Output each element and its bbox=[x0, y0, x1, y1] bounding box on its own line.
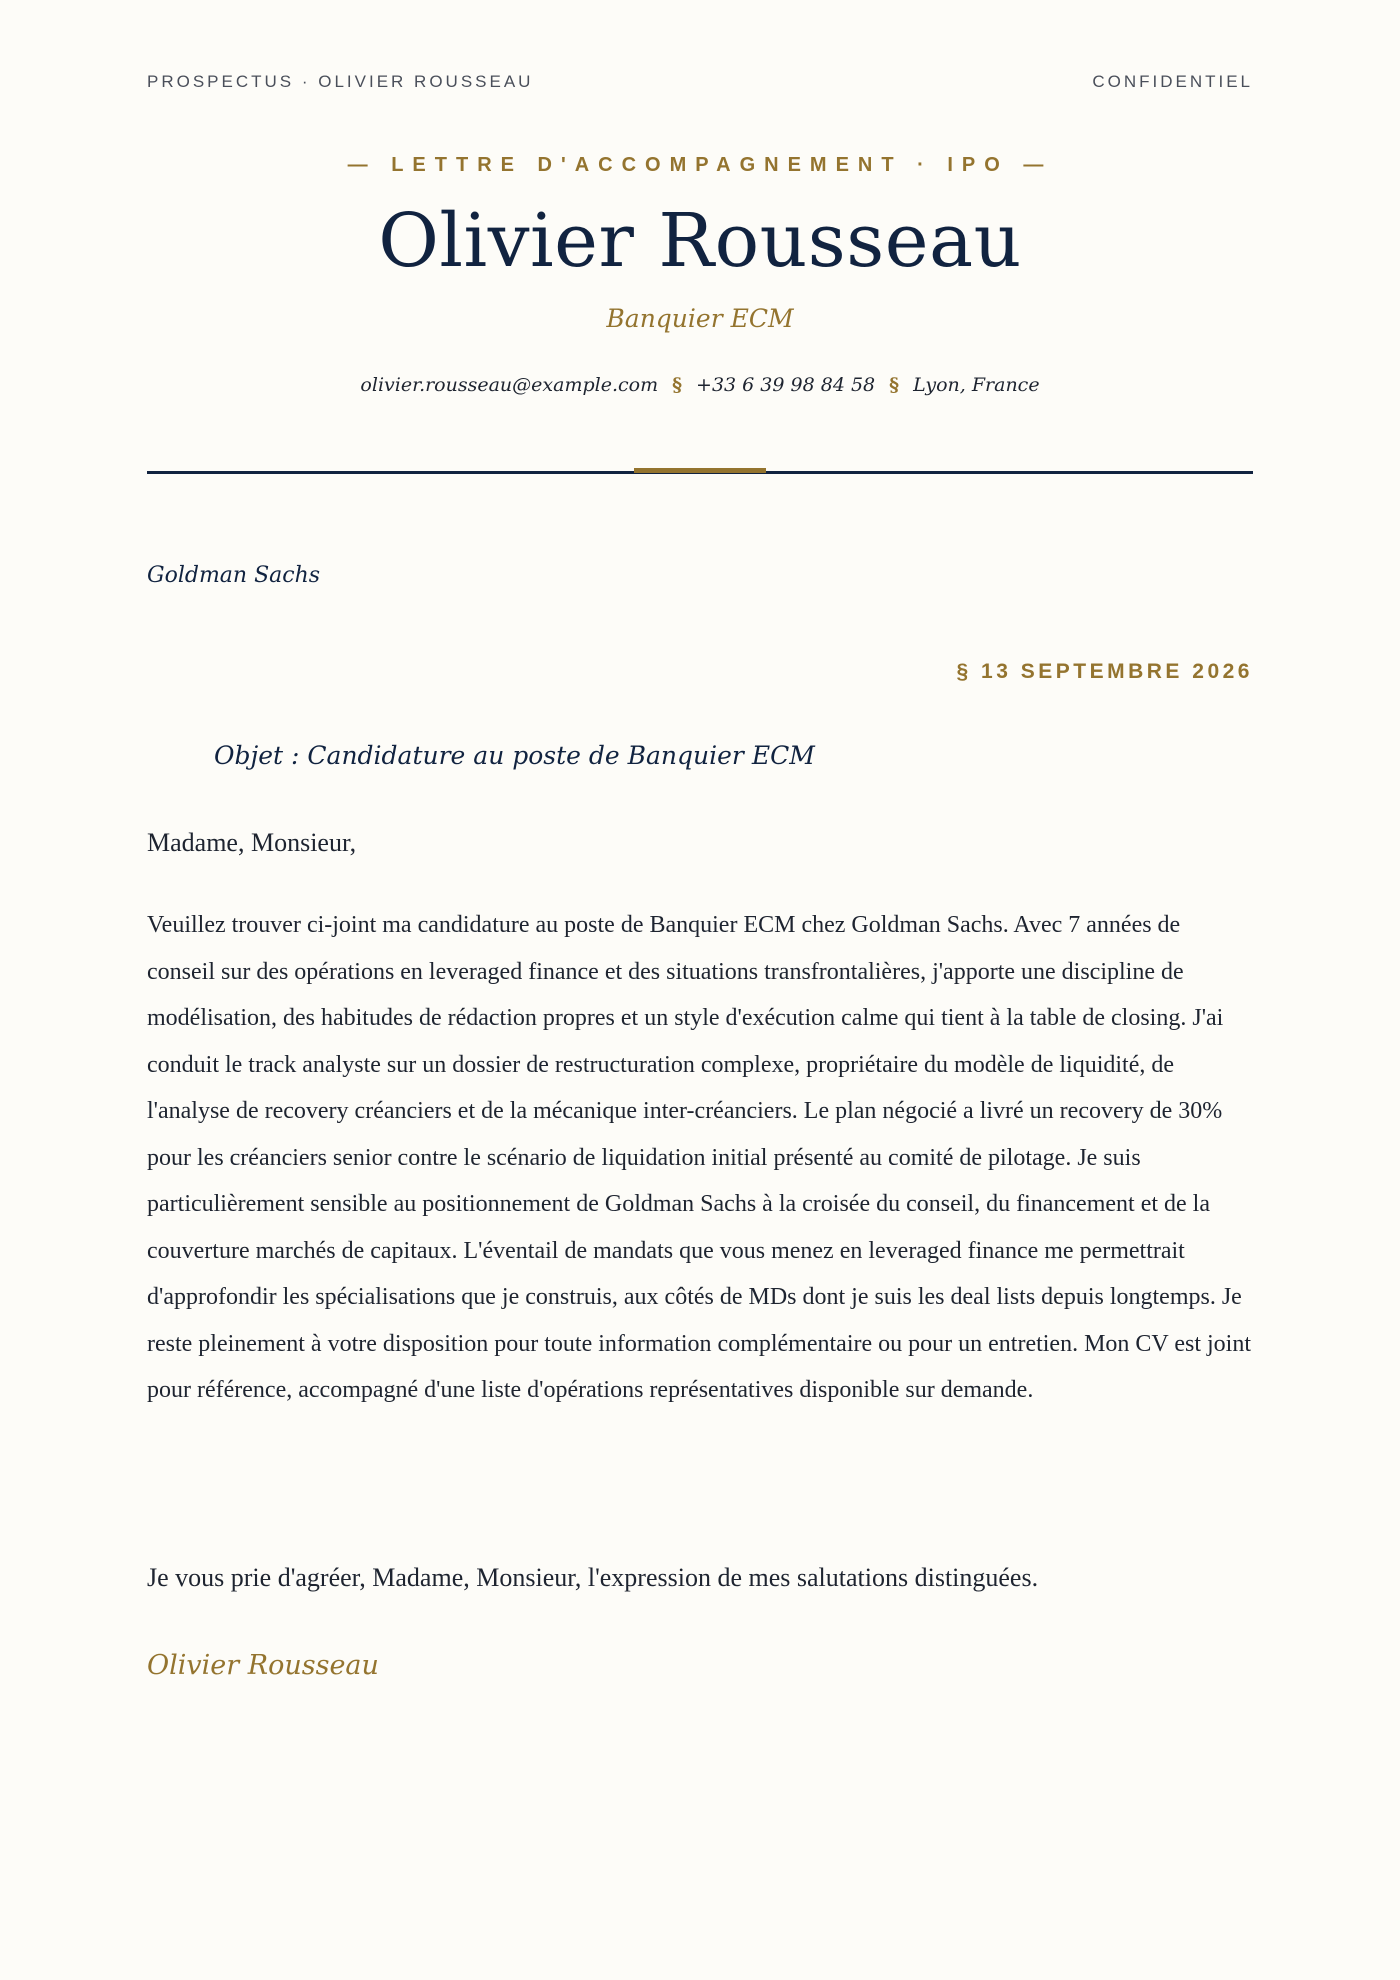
sender-role: Banquier ECM bbox=[606, 304, 794, 333]
closing-formula: Je vous prie d'agréer, Madame, Monsieur, l'expression de mes salutations distinguées. bbox=[147, 1563, 1039, 1592]
phone-number: +33 6 39 98 84 58 bbox=[696, 374, 876, 396]
email-link[interactable]: olivier.rousseau@example.com bbox=[360, 374, 659, 396]
header-divider-accent bbox=[634, 468, 766, 473]
running-head bbox=[147, 72, 1253, 92]
location: Lyon, France bbox=[913, 374, 1040, 396]
section-sign-separator: § bbox=[889, 374, 900, 396]
letter-body: Veuillez trouver ci-joint ma candidature au poste de Banquier ECM chez Goldman Sachs. Avec 7 années de conseil sur des opérations en leveraged finance et des situations transfrontalières, j'apporte une discipline de modélisation, des habitudes de rédaction propres et un style d'exécution calme qui tient à la table de closing. J'ai conduit le track analyste sur un dossier de restructuration complexe, propriétaire du modèle de liquidité, de l'analyse de recovery créanciers et de la mécanique inter-créanciers. Le plan négocié a livré un recovery de 30% pour les créanciers senior contre le scénario de liquidation initial présenté au comité de pilotage. Je suis particulièrement sensible au positionnement de Goldman Sachs à la croisée du conseil, du financement et de la couverture marchés de capitaux. L'éventail de mandats que vous menez en leveraged finance me permettrait d'approfondir les spécialisations que je construis, aux côtés de MDs dont je suis les deal lists depuis longtemps. Je reste pleinement à votre disposition pour toute information complémentaire ou pour un entretien. Mon CV est joint pour référence, accompagné d'une liste d'opérations représentatives disponible sur demande. bbox=[147, 912, 1251, 1403]
letter-subject: Objet : Candidature au poste de Banquier ECM bbox=[214, 741, 815, 770]
signature: Olivier Rousseau bbox=[147, 1650, 379, 1681]
section-sign-separator: § bbox=[672, 374, 683, 396]
sender-name: Olivier Rousseau bbox=[378, 198, 1022, 284]
contact-line bbox=[147, 374, 1253, 396]
letter-date: § 13 SEPTEMBRE 2026 bbox=[956, 660, 1253, 683]
recipient-name: Goldman Sachs bbox=[147, 563, 321, 588]
document-eyebrow: — LETTRE D'ACCOMPAGNEMENT · IPO — bbox=[347, 154, 1053, 176]
salutation: Madame, Monsieur, bbox=[147, 828, 357, 857]
confidential-label: CONFIDENTIEL bbox=[1092, 72, 1253, 91]
running-head-left: PROSPECTUS · OLIVIER ROUSSEAU bbox=[147, 72, 534, 91]
